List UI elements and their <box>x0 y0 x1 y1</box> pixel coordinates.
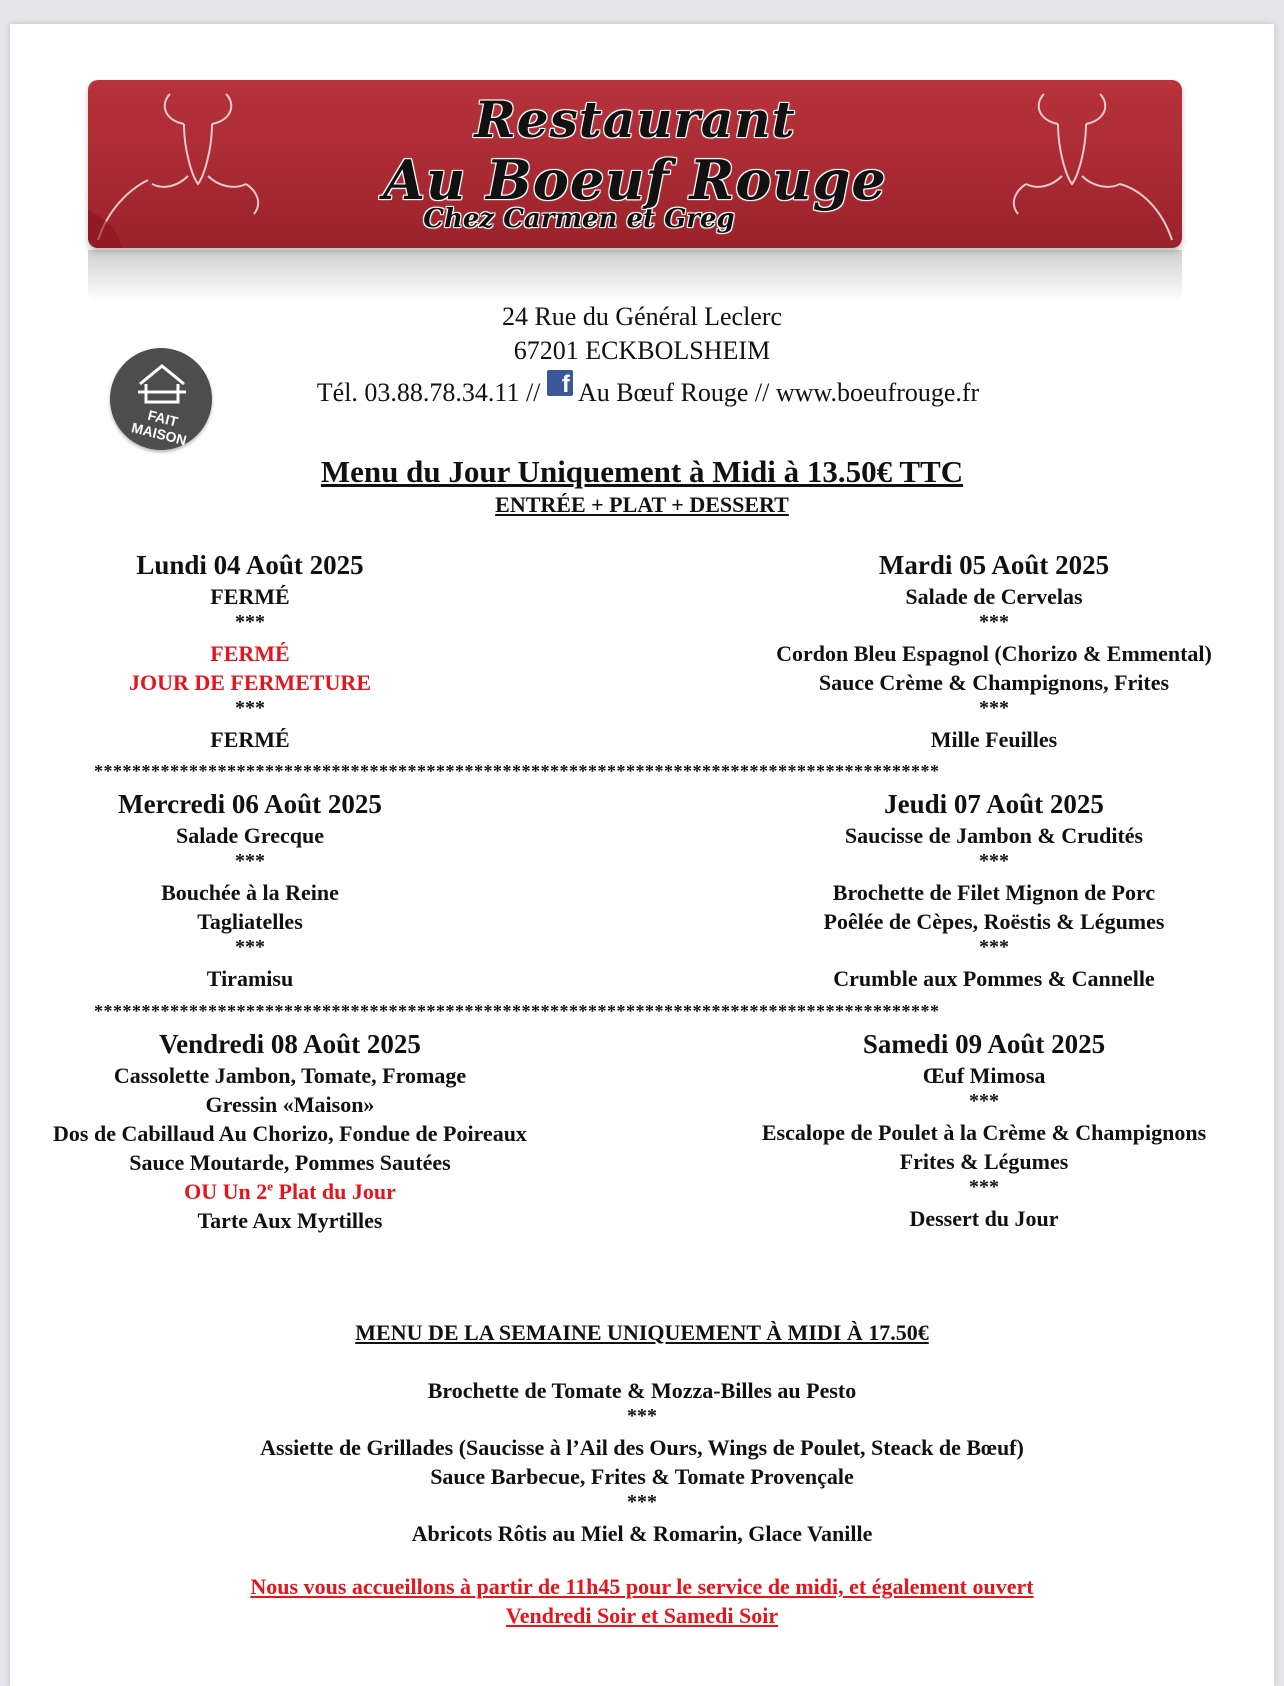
dessert: Crumble aux Pommes & Cannelle <box>833 966 1155 991</box>
starter: Salade de Cervelas <box>905 584 1083 609</box>
banner-subtitle: Chez Carmen et Greg <box>423 204 735 234</box>
day-jeudi <box>734 787 1254 993</box>
opening-notice-line1: Nous vous accueillons à partir de 11h45 pour le service de midi, et également ouvert <box>250 1574 1034 1599</box>
starter: Cassolette Jambon, Tomate, Fromage <box>113 1063 467 1088</box>
stars: *** <box>235 850 265 872</box>
main-course: Cordon Bleu Espagnol (Chorizo & Emmental) <box>776 641 1212 666</box>
main-course: Assiette de Grillades (Saucisse à l’Ail des Ours, Wings de Poulet, Steack de Bœuf) <box>260 1435 1024 1460</box>
fait-maison-badge <box>110 348 212 450</box>
stars: *** <box>979 611 1009 633</box>
stars: *** <box>235 936 265 958</box>
opening-notice-line2: Vendredi Soir et Samedi Soir <box>505 1603 779 1628</box>
main-course-detail: Poêlée de Cèpes, Roëstis & Légumes <box>823 909 1165 934</box>
stars: *** <box>627 1405 657 1427</box>
day-date: Lundi 04 Août 2025 <box>136 550 364 580</box>
main-course-detail: JOUR DE FERMETURE <box>128 670 371 695</box>
day-vendredi <box>10 1027 570 1235</box>
dessert: Mille Feuilles <box>930 727 1058 752</box>
main-course: Bouchée à la Reine <box>161 880 339 905</box>
day-samedi <box>724 1027 1244 1233</box>
stars: *** <box>235 611 265 633</box>
main-course-detail: Tagliatelles <box>197 909 303 934</box>
starter-detail: Gressin «Maison» <box>205 1092 375 1117</box>
day-date: Mardi 05 Août 2025 <box>878 550 1110 580</box>
address-city: 67201 ECKBOLSHEIM <box>513 336 771 365</box>
stars: *** <box>627 1491 657 1513</box>
restaurant-banner <box>88 80 1182 248</box>
dessert: Dessert du Jour <box>909 1206 1059 1231</box>
address-street: 24 Rue du Général Leclerc <box>501 302 783 331</box>
dessert: FERMÉ <box>210 727 290 752</box>
day-date: Jeudi 07 Août 2025 <box>884 789 1104 819</box>
day-mardi <box>734 548 1254 754</box>
starter: FERMÉ <box>210 584 290 609</box>
day-lundi <box>50 548 450 754</box>
house-icon <box>136 362 188 406</box>
banner-title-line2: Au Boeuf Rouge <box>383 148 887 212</box>
week-menu <box>10 1376 1274 1548</box>
fait-maison-label: FAIT MAISON <box>129 406 189 449</box>
day-date: Vendredi 08 Août 2025 <box>159 1029 421 1059</box>
facebook-icon[interactable]: f <box>547 370 573 396</box>
menu-page <box>10 24 1274 1686</box>
phone-text: Tél. 03.88.78.34.11 // <box>316 378 541 407</box>
starter: Œuf Mimosa <box>922 1063 1046 1088</box>
stars: *** <box>979 697 1009 719</box>
day-mercredi <box>50 787 450 993</box>
starter: Saucisse de Jambon & Crudités <box>844 823 1144 848</box>
main-course: Escalope de Poulet à la Crème & Champignons <box>761 1120 1207 1145</box>
day-date: Mercredi 06 Août 2025 <box>118 789 382 819</box>
banner-title-line1: Restaurant <box>474 90 796 149</box>
menu-subtitle: ENTRÉE + PLAT + DESSERT <box>495 492 789 517</box>
stars: *** <box>969 1090 999 1112</box>
main-course-detail: Sauce Crème & Champignons, Frites <box>818 670 1170 695</box>
facebook-website-text[interactable]: Au Bœuf Rouge // www.boeufrouge.fr <box>577 378 980 407</box>
starter: Brochette de Tomate & Mozza-Billes au Pesto <box>427 1378 857 1403</box>
main-course-detail: Frites & Légumes <box>899 1149 1069 1174</box>
stars: *** <box>969 1176 999 1198</box>
opening-notice <box>10 1572 1274 1630</box>
main-course: Brochette de Filet Mignon de Porc <box>832 880 1156 905</box>
main-course: Dos de Cabillaud Au Chorizo, Fondue de Poireaux <box>53 1121 527 1146</box>
stars: *** <box>979 850 1009 872</box>
separator: ***************************************************************************************** <box>94 1002 940 1020</box>
banner-reflection <box>88 250 1182 302</box>
main-course-detail: Sauce Barbecue, Frites & Tomate Provençale <box>430 1464 854 1489</box>
alternative-dish: OU Un 2e Plat du Jour <box>184 1178 396 1204</box>
menu-title: Menu du Jour Uniquement à Midi à 13.50€ TTC <box>320 454 964 489</box>
stars: *** <box>235 697 265 719</box>
dessert: Tarte Aux Myrtilles <box>197 1208 383 1233</box>
starter: Salade Grecque <box>175 823 325 848</box>
dessert: Tiramisu <box>206 966 294 991</box>
separator: ***************************************************************************************** <box>94 762 940 780</box>
week-menu-title: MENU DE LA SEMAINE UNIQUEMENT À MIDI À 17.50€ <box>355 1320 929 1345</box>
stars: *** <box>979 936 1009 958</box>
day-date: Samedi 09 Août 2025 <box>862 1029 1106 1059</box>
main-course-detail: Sauce Moutarde, Pommes Sautées <box>129 1150 451 1175</box>
dessert: Abricots Rôtis au Miel & Romarin, Glace Vanille <box>411 1521 873 1546</box>
main-course: FERMÉ <box>210 641 290 666</box>
